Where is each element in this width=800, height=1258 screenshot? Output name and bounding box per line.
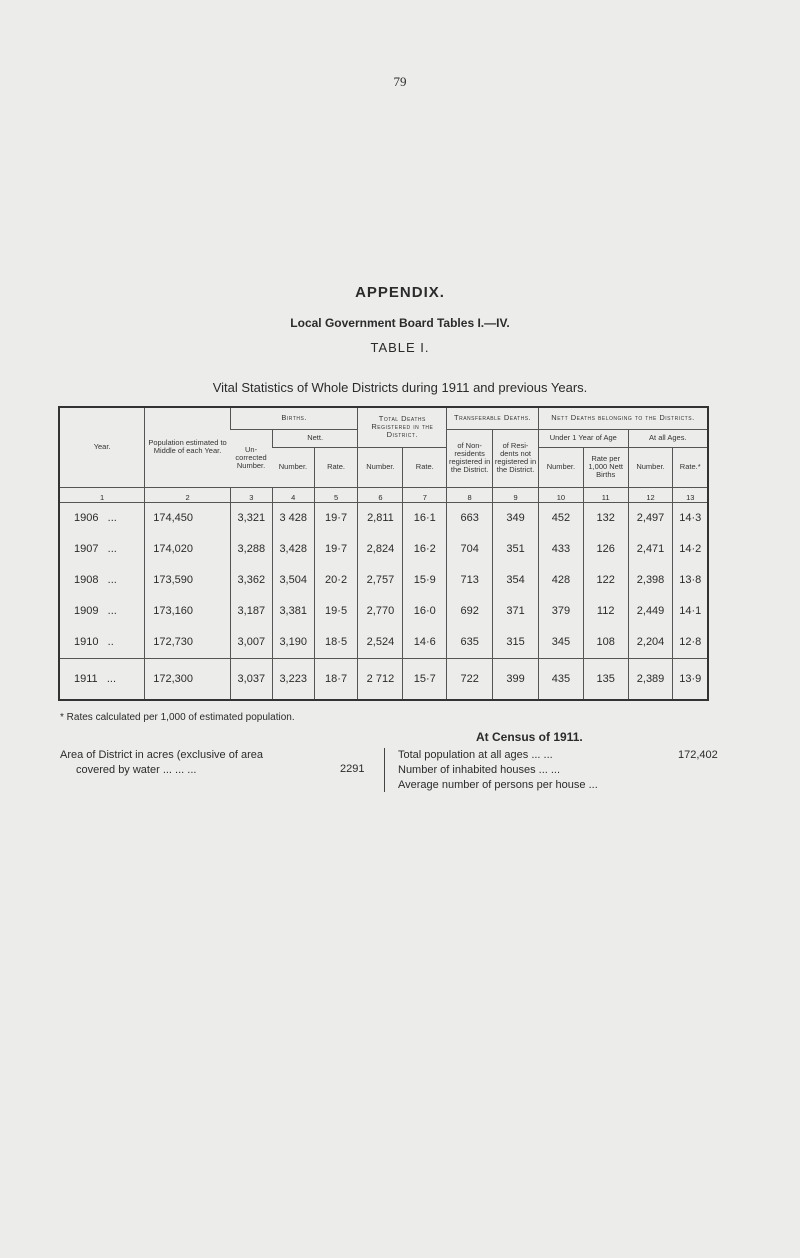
nett-rate-cell: 19·7 — [314, 534, 358, 565]
census-total-row — [398, 748, 718, 763]
res-not-cell: 354 — [493, 565, 539, 596]
deaths-number-cell: 2,757 — [358, 565, 403, 596]
deaths-number-cell: 2,824 — [358, 534, 403, 565]
all-number-cell: 2,471 — [628, 534, 673, 565]
header-at-all-ages: At all Ages. — [628, 429, 708, 447]
non-res-cell: 713 — [447, 565, 493, 596]
all-number-cell: 2,204 — [628, 627, 673, 659]
header-rate-per-1000: Rate per 1,000 Nett Births — [583, 447, 628, 487]
page-number: 79 — [393, 74, 407, 89]
table-row — [59, 565, 708, 596]
deaths-rate-cell: 16·2 — [403, 534, 447, 565]
col-num: 1 — [59, 487, 145, 502]
area-label — [60, 748, 380, 778]
non-res-cell: 704 — [447, 534, 493, 565]
deaths-number-cell: 2,524 — [358, 627, 403, 659]
col-num: 9 — [493, 487, 539, 502]
under1-rate-cell: 112 — [583, 596, 628, 627]
res-not-cell: 351 — [493, 534, 539, 565]
table-row — [59, 658, 708, 700]
table-body — [59, 502, 708, 700]
year-cell: 1906 ... — [74, 512, 117, 524]
all-number-cell: 2,449 — [628, 596, 673, 627]
header-non-residents: of Non- residents registered in the District. — [447, 429, 493, 487]
nett-rate-cell: 19·5 — [314, 596, 358, 627]
nett-number-cell: 3,428 — [272, 534, 314, 565]
all-rate-cell: 14·2 — [673, 534, 708, 565]
header-deaths-number: Number. — [358, 447, 403, 487]
year-cell: 1908 ... — [74, 574, 117, 586]
header-uncorrected-number: Un- corrected Number. — [230, 429, 272, 487]
census-persons-label: Average number of persons per house ... — [398, 779, 598, 791]
table-title: TABLE I. — [370, 340, 430, 355]
under1-number-cell: 428 — [538, 565, 583, 596]
header-population: Population estimated to Middle of each Year. — [145, 407, 231, 487]
res-not-cell: 349 — [493, 502, 539, 534]
under1-number-cell: 379 — [538, 596, 583, 627]
col-num: 12 — [628, 487, 673, 502]
census-heading: At Census of 1911. — [476, 730, 583, 744]
deaths-rate-cell: 14·6 — [403, 627, 447, 659]
header-all-ages-rate: Rate.* — [673, 447, 708, 487]
deaths-rate-cell: 15·7 — [403, 658, 447, 700]
uncorrected-cell: 3,288 — [230, 534, 272, 565]
under1-number-cell: 452 — [538, 502, 583, 534]
under1-rate-cell: 135 — [583, 658, 628, 700]
uncorrected-cell: 3,007 — [230, 627, 272, 659]
col-num: 11 — [583, 487, 628, 502]
year-cell: 1909 ... — [74, 605, 117, 617]
col-num: 8 — [447, 487, 493, 502]
header-year: Year. — [59, 407, 145, 487]
census-total-label: Total population at all ages ... ... — [398, 749, 553, 761]
footnote: * Rates calculated per 1,000 of estimated population. — [60, 712, 295, 723]
all-rate-cell: 13·8 — [673, 565, 708, 596]
non-res-cell: 635 — [447, 627, 493, 659]
all-number-cell: 2,497 — [628, 502, 673, 534]
deaths-number-cell: 2,770 — [358, 596, 403, 627]
col-num: 2 — [145, 487, 231, 502]
census-total-value: 172,402 — [678, 749, 718, 761]
col-num: 3 — [230, 487, 272, 502]
population-cell: 173,160 — [145, 596, 231, 627]
area-value: 2291 — [340, 763, 365, 775]
nett-number-cell: 3,504 — [272, 565, 314, 596]
uncorrected-cell: 3,362 — [230, 565, 272, 596]
uncorrected-cell: 3,187 — [230, 596, 272, 627]
under1-number-cell: 433 — [538, 534, 583, 565]
census-houses-label: Number of inhabited houses ... ... — [398, 764, 561, 776]
header-births-number: Number. — [272, 447, 314, 487]
deaths-number-cell: 2 712 — [358, 658, 403, 700]
all-rate-cell: 12·8 — [673, 627, 708, 659]
nett-rate-cell: 18·7 — [314, 658, 358, 700]
year-cell: 1910 .. — [74, 636, 114, 648]
deaths-rate-cell: 16·1 — [403, 502, 447, 534]
census-block — [398, 748, 718, 793]
under1-rate-cell: 126 — [583, 534, 628, 565]
subheading: Local Government Board Tables I.—IV. — [290, 316, 510, 330]
nett-number-cell: 3,190 — [272, 627, 314, 659]
area-label-line1: Area of District in acres (exclusive of area — [60, 749, 263, 761]
res-not-cell: 315 — [493, 627, 539, 659]
column-number-row — [59, 487, 708, 502]
year-cell: 1907 ... — [74, 543, 117, 555]
all-rate-cell: 14·3 — [673, 502, 708, 534]
table-caption: Vital Statistics of Whole Districts during 1911 and previous Years. — [212, 380, 588, 395]
vital-statistics-table — [58, 406, 709, 701]
population-cell: 173,590 — [145, 565, 231, 596]
under1-rate-cell: 108 — [583, 627, 628, 659]
nett-rate-cell: 18·5 — [314, 627, 358, 659]
population-cell: 172,730 — [145, 627, 231, 659]
deaths-rate-cell: 15·9 — [403, 565, 447, 596]
appendix-heading: APPENDIX. — [355, 284, 445, 301]
non-res-cell: 722 — [447, 658, 493, 700]
table-row — [59, 627, 708, 659]
header-deaths-rate: Rate. — [403, 447, 447, 487]
nett-number-cell: 3,223 — [272, 658, 314, 700]
under1-rate-cell: 122 — [583, 565, 628, 596]
under1-rate-cell: 132 — [583, 502, 628, 534]
area-label-line2: covered by water ... ... ... — [76, 764, 197, 776]
divider — [384, 748, 385, 792]
all-rate-cell: 14·1 — [673, 596, 708, 627]
header-transferable-deaths: Transferable Deaths. — [447, 407, 539, 429]
col-num: 6 — [358, 487, 403, 502]
population-cell: 172,300 — [145, 658, 231, 700]
under1-number-cell: 435 — [538, 658, 583, 700]
under1-number-cell: 345 — [538, 627, 583, 659]
all-number-cell: 2,389 — [628, 658, 673, 700]
col-num: 10 — [538, 487, 583, 502]
deaths-rate-cell: 16·0 — [403, 596, 447, 627]
header-under1-number: Number. — [538, 447, 583, 487]
table-row — [59, 502, 708, 534]
header-births-rate: Rate. — [314, 447, 358, 487]
col-num: 4 — [272, 487, 314, 502]
header-births: Births. — [230, 407, 358, 429]
uncorrected-cell: 3,321 — [230, 502, 272, 534]
nett-number-cell: 3,381 — [272, 596, 314, 627]
table-row — [59, 534, 708, 565]
nett-number-cell: 3 428 — [272, 502, 314, 534]
non-res-cell: 692 — [447, 596, 493, 627]
header-residents-not-registered: of Resi- dents not registered in the District. — [493, 429, 539, 487]
year-cell: 1911 ... — [59, 658, 145, 700]
header-all-ages-number: Number. — [628, 447, 673, 487]
header-nett-deaths: Nett Deaths belonging to the Districts. — [538, 407, 708, 429]
population-cell: 174,450 — [145, 502, 231, 534]
population-cell: 174,020 — [145, 534, 231, 565]
header-total-deaths: Total Deaths Registered in the District. — [358, 407, 447, 447]
res-not-cell: 399 — [493, 658, 539, 700]
col-num: 5 — [314, 487, 358, 502]
all-number-cell: 2,398 — [628, 565, 673, 596]
non-res-cell: 663 — [447, 502, 493, 534]
col-num: 7 — [403, 487, 447, 502]
col-num: 13 — [673, 487, 708, 502]
nett-rate-cell: 19·7 — [314, 502, 358, 534]
res-not-cell: 371 — [493, 596, 539, 627]
table-row — [59, 596, 708, 627]
deaths-number-cell: 2,811 — [358, 502, 403, 534]
uncorrected-cell: 3,037 — [230, 658, 272, 700]
header-under-1-year: Under 1 Year of Age — [538, 429, 628, 447]
all-rate-cell: 13·9 — [673, 658, 708, 700]
nett-rate-cell: 20·2 — [314, 565, 358, 596]
header-nett: Nett. — [272, 429, 358, 447]
